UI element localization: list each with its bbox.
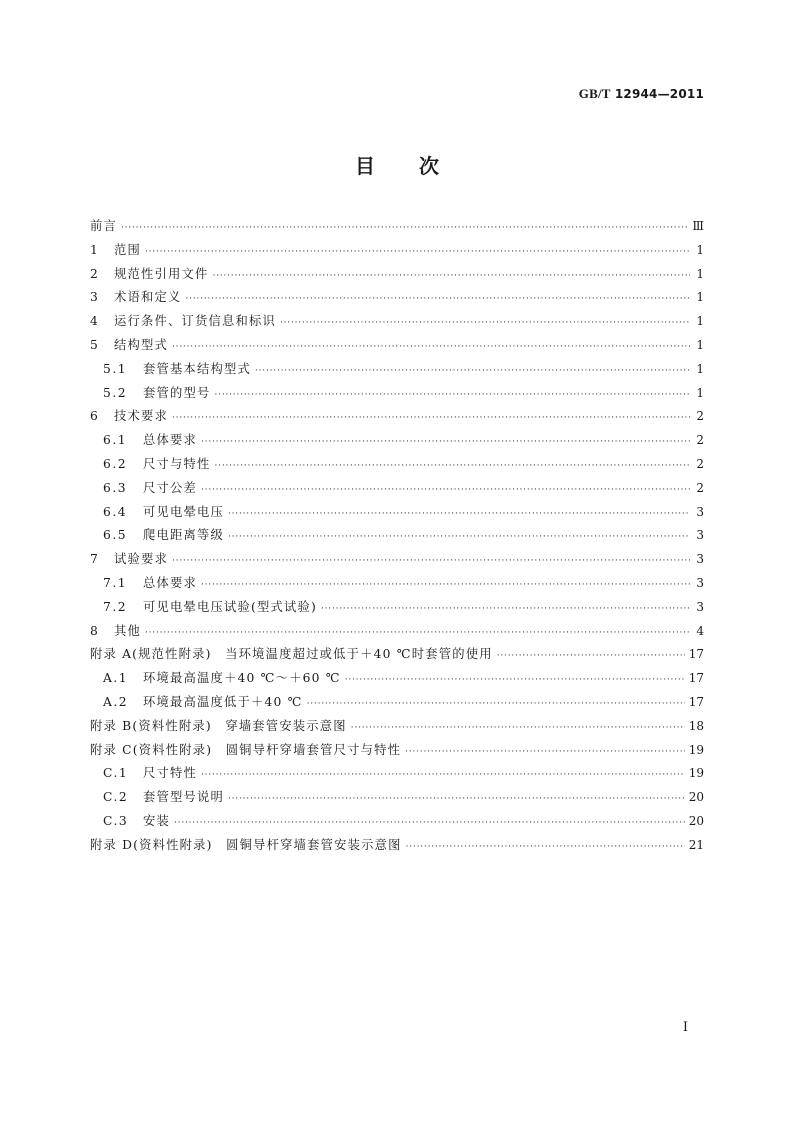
toc-entry-title: 其他 bbox=[114, 623, 141, 638]
standard-code bbox=[579, 86, 704, 102]
toc-entry-title: 范围 bbox=[114, 242, 141, 257]
toc-entry-6-3[interactable] bbox=[103, 477, 704, 501]
toc-entry-number: 6.1 bbox=[103, 433, 128, 448]
toc-entry-5-1[interactable] bbox=[103, 358, 704, 382]
toc-entry-number: C.1 bbox=[103, 766, 129, 781]
toc-entry-number: 6.4 bbox=[103, 504, 128, 519]
toc-leader-dots bbox=[345, 669, 685, 693]
toc-entry-a-1[interactable] bbox=[103, 667, 704, 691]
toc-entry-title: 可见电晕电压 bbox=[143, 504, 224, 519]
toc-entry-page: 2 bbox=[696, 409, 704, 424]
toc-entry-page: 2 bbox=[696, 456, 704, 471]
standard-prefix: GB/T bbox=[578, 86, 611, 101]
toc-entry-appendix-d[interactable] bbox=[90, 834, 704, 858]
toc-entry-page: 1 bbox=[696, 242, 704, 257]
toc-entry-6-4[interactable] bbox=[103, 501, 704, 525]
toc-entry-page: 19 bbox=[688, 766, 704, 781]
toc-leader-dots bbox=[172, 550, 690, 574]
toc-entry-title: 套管型号说明 bbox=[143, 790, 224, 805]
toc-leader-dots bbox=[228, 526, 690, 550]
table-of-contents bbox=[90, 215, 704, 858]
toc-entry-number: 6.5 bbox=[103, 528, 128, 543]
toc-entry-6-1[interactable] bbox=[103, 429, 704, 453]
toc-entry-title: 套管基本结构型式 bbox=[143, 361, 251, 376]
toc-leader-dots bbox=[228, 503, 690, 527]
toc-entry-5[interactable] bbox=[90, 334, 704, 358]
toc-entry-page: 4 bbox=[696, 623, 704, 638]
toc-leader-dots bbox=[212, 265, 690, 289]
toc-entry-title: 附录 A(规范性附录) 当环境温度超过或低于＋40 ℃时套管的使用 bbox=[90, 647, 493, 662]
toc-leader-dots bbox=[201, 479, 690, 503]
toc-entry-page: 3 bbox=[696, 575, 704, 590]
toc-entry-8[interactable] bbox=[90, 620, 704, 644]
toc-entry-number: 5.1 bbox=[103, 361, 128, 376]
toc-entry-6-2[interactable] bbox=[103, 453, 704, 477]
toc-entry-title: 运行条件、订货信息和标识 bbox=[114, 314, 276, 329]
toc-leader-dots bbox=[174, 812, 685, 836]
toc-entry-appendix-a[interactable] bbox=[90, 643, 704, 667]
toc-entry-title: 环境最高温度＋40 ℃～＋60 ℃ bbox=[143, 671, 341, 686]
toc-entry-6[interactable] bbox=[90, 405, 704, 429]
toc-entry-number: 7 bbox=[90, 552, 100, 567]
toc-entry-title: 附录 B(资料性附录) 穿墙套管安装示意图 bbox=[90, 718, 347, 733]
toc-entry-page: Ⅲ bbox=[692, 219, 704, 233]
toc-entry-page: 20 bbox=[688, 790, 704, 805]
toc-leader-dots bbox=[405, 741, 685, 765]
toc-entry-7[interactable] bbox=[90, 548, 704, 572]
toc-entry-title: 尺寸公差 bbox=[143, 480, 197, 495]
toc-entry-page: 20 bbox=[688, 813, 704, 828]
toc-entry-2[interactable] bbox=[90, 263, 704, 287]
toc-entry-page: 1 bbox=[696, 361, 704, 376]
toc-entry-title: 总体要求 bbox=[143, 433, 197, 448]
toc-entry-number: 5 bbox=[90, 337, 100, 352]
toc-entry-number: 6 bbox=[90, 409, 100, 424]
toc-entry-number: 4 bbox=[90, 314, 100, 329]
toc-entry-number: 7.1 bbox=[103, 575, 128, 590]
toc-entry-number: 1 bbox=[90, 242, 100, 257]
toc-entry-6-5[interactable] bbox=[103, 524, 704, 548]
page-title bbox=[0, 150, 794, 179]
toc-entry-c-2[interactable] bbox=[103, 786, 704, 810]
toc-entry-page: 1 bbox=[696, 290, 704, 305]
toc-entry-5-2[interactable] bbox=[103, 382, 704, 406]
toc-entry-title: 规范性引用文件 bbox=[114, 266, 209, 281]
toc-entry-page: 3 bbox=[696, 504, 704, 519]
toc-entry-title: 附录 D(资料性附录) 圆铜导杆穿墙套管安装示意图 bbox=[90, 837, 402, 852]
toc-leader-dots bbox=[172, 407, 690, 431]
toc-leader-dots bbox=[321, 598, 690, 622]
toc-entry-number: C.3 bbox=[103, 813, 129, 828]
toc-leader-dots bbox=[201, 764, 685, 788]
toc-entry-title: 技术要求 bbox=[114, 409, 168, 424]
toc-entry-page: 17 bbox=[688, 671, 704, 686]
toc-entry-7-1[interactable] bbox=[103, 572, 704, 596]
toc-entry-page: 1 bbox=[696, 385, 704, 400]
toc-leader-dots bbox=[307, 693, 685, 717]
toc-leader-dots bbox=[497, 645, 685, 669]
toc-entry-number: 5.2 bbox=[103, 385, 128, 400]
toc-entry-page: 19 bbox=[688, 742, 704, 757]
toc-leader-dots bbox=[201, 574, 690, 598]
toc-entry-number: 6.3 bbox=[103, 480, 128, 495]
toc-entry-page: 1 bbox=[696, 337, 704, 352]
toc-leader-dots bbox=[172, 336, 690, 360]
toc-leader-dots bbox=[201, 431, 690, 455]
toc-entry-page: 1 bbox=[696, 266, 704, 281]
toc-entry-number: C.2 bbox=[103, 790, 129, 805]
toc-entry-number: 2 bbox=[90, 266, 100, 281]
toc-entry-title: 术语和定义 bbox=[114, 290, 182, 305]
toc-entry-1[interactable] bbox=[90, 239, 704, 263]
toc-entry-number: A.1 bbox=[103, 671, 129, 686]
toc-leader-dots bbox=[121, 217, 688, 241]
toc-entry-c-1[interactable] bbox=[103, 762, 704, 786]
toc-entry-title: 可见电晕电压试验(型式试验) bbox=[143, 599, 317, 614]
toc-entry-page: 2 bbox=[696, 433, 704, 448]
toc-entry-page: 21 bbox=[688, 837, 704, 852]
toc-entry-title: 尺寸与特性 bbox=[143, 456, 211, 471]
toc-entry-4[interactable] bbox=[90, 310, 704, 334]
toc-entry-appendix-c[interactable] bbox=[90, 739, 704, 763]
toc-leader-dots bbox=[280, 312, 690, 336]
toc-entry-page: 1 bbox=[696, 314, 704, 329]
toc-leader-dots bbox=[351, 717, 685, 741]
toc-entry-title: 附录 C(资料性附录) 圆铜导杆穿墙套管尺寸与特性 bbox=[90, 742, 402, 757]
toc-entry-7-2[interactable] bbox=[103, 596, 704, 620]
toc-entry-title: 环境最高温度低于＋40 ℃ bbox=[143, 694, 303, 709]
toc-leader-dots bbox=[406, 836, 685, 860]
toc-entry-number: A.2 bbox=[103, 694, 129, 709]
toc-entry-title: 爬电距离等级 bbox=[143, 528, 224, 543]
page-folio: Ⅰ bbox=[682, 1020, 688, 1035]
toc-entry-foreword[interactable] bbox=[90, 215, 704, 239]
toc-entry-c-3[interactable] bbox=[103, 810, 704, 834]
standard-number: 12944—2011 bbox=[614, 87, 704, 101]
toc-entry-a-2[interactable] bbox=[103, 691, 704, 715]
toc-leader-dots bbox=[255, 360, 690, 384]
toc-leader-dots bbox=[145, 622, 690, 646]
toc-entry-title: 试验要求 bbox=[114, 552, 168, 567]
toc-entry-title: 前言 bbox=[90, 219, 117, 233]
toc-entry-title: 套管的型号 bbox=[143, 385, 211, 400]
toc-leader-dots bbox=[228, 788, 685, 812]
toc-entry-number: 7.2 bbox=[103, 599, 128, 614]
toc-entry-appendix-b[interactable] bbox=[90, 715, 704, 739]
toc-entry-title: 总体要求 bbox=[143, 575, 197, 590]
toc-entry-page: 2 bbox=[696, 480, 704, 495]
toc-entry-page: 3 bbox=[696, 552, 704, 567]
toc-entry-3[interactable] bbox=[90, 286, 704, 310]
toc-entry-page: 3 bbox=[696, 528, 704, 543]
toc-leader-dots bbox=[215, 384, 691, 408]
toc-entry-page: 17 bbox=[688, 694, 704, 709]
toc-entry-title: 结构型式 bbox=[114, 337, 168, 352]
page-title-char-1: 目 bbox=[355, 154, 375, 178]
toc-leader-dots bbox=[186, 288, 691, 312]
toc-entry-page: 3 bbox=[696, 599, 704, 614]
toc-entry-title: 安装 bbox=[143, 813, 170, 828]
toc-entry-page: 17 bbox=[688, 647, 704, 662]
toc-entry-page: 18 bbox=[688, 718, 704, 733]
toc-entry-number: 3 bbox=[90, 290, 100, 305]
toc-entry-number: 8 bbox=[90, 623, 100, 638]
toc-leader-dots bbox=[215, 455, 691, 479]
toc-entry-number: 6.2 bbox=[103, 456, 128, 471]
page-title-char-2: 次 bbox=[419, 154, 439, 178]
toc-entry-title: 尺寸特性 bbox=[143, 766, 197, 781]
toc-leader-dots bbox=[145, 241, 690, 265]
